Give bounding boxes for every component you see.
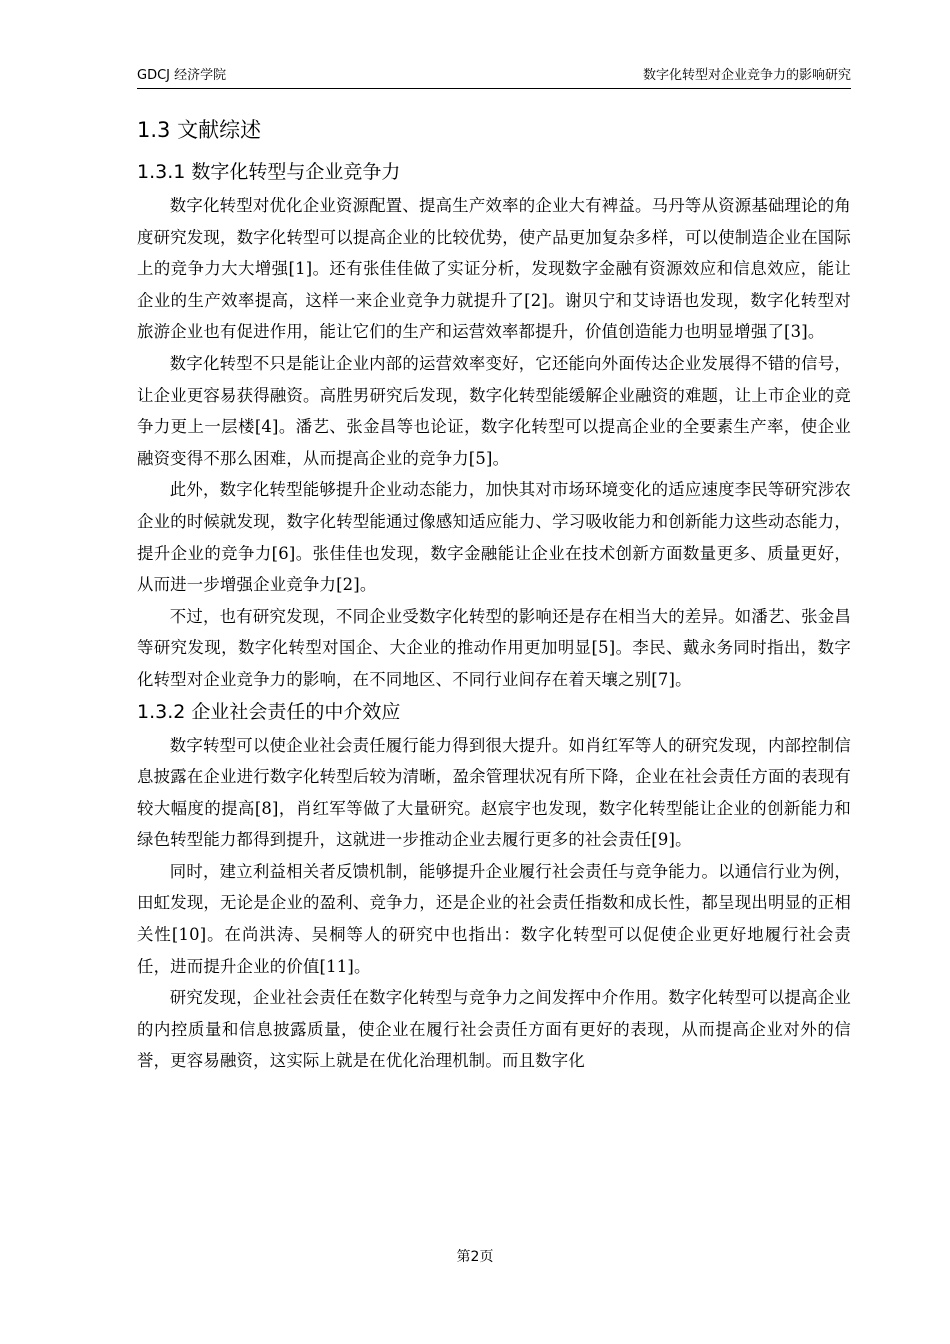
- header-institution: GDCJ 经济学院: [137, 68, 227, 83]
- running-header: [137, 66, 851, 89]
- paragraph: 数字化转型对优化企业资源配置、提高生产效率的企业大有裨益。马丹等从资源基础理论的角度研究发现，数字化转型可以提高企业的比较优势，使产品更加复杂多样，可以使制造企业在国际上的竞争力大大增强[1]。还有张佳佳做了实证分析，发现数字金融有资源效应和信息效应，能让企业的生产效率提高，这样一来企业竞争力就提升了[2]。谢贝宁和艾诗语也发现，数字化转型对旅游企业也有促进作用，能让它们的生产和运营效率都提升，价值创造能力也明显增强了[3]。: [137, 196, 851, 342]
- paragraph: 此外，数字化转型能够提升企业动态能力，加快其对市场环境变化的适应速度李民等研究涉农企业的时候就发现，数字化转型能通过像感知适应能力、学习吸收能力和创新能力这些动态能力，提升企业的竞争力[6]。张佳佳也发现，数字金融能让企业在技术创新方面数量更多、质量更好，从而进一步增强企业竞争力[2]。: [137, 480, 851, 595]
- paragraph: 数字转型可以使企业社会责任履行能力得到很大提升。如肖红军等人的研究发现，内部控制信息披露在企业进行数字化转型后较为清晰，盈余管理状况有所下降，企业在社会责任方面的表现有较大幅度的提高[8]，肖红军等做了大量研究。赵宸宇也发现，数字化转型能让企业的创新能力和绿色转型能力都得到提升，这就进一步推动企业去履行更多的社会责任[9]。: [137, 735, 851, 850]
- paragraph: 研究发现，企业社会责任在数字化转型与竞争力之间发挥中介作用。数字化转型可以提高企业的内控质量和信息披露质量，使企业在履行社会责任方面有更好的表现，从而提高企业对外的信誉，更容易融资，这实际上就是在优化治理机制。而且数字化: [137, 988, 851, 1071]
- body-content: [137, 112, 851, 1077]
- subsection-heading-1: 1.3.1 数字化转型与企业竞争力: [137, 161, 401, 183]
- paragraph: 数字化转型不只是能让企业内部的运营效率变好，它还能向外面传达企业发展得不错的信号，让企业更容易获得融资。高胜男研究后发现，数字化转型能缓解企业融资的难题，让上市企业的竞争力更上一层楼[4]。潘艺、张金昌等也论证，数字化转型可以提高企业的全要素生产率，使企业融资变得不那么困难，从而提高企业的竞争力[5]。: [137, 353, 851, 468]
- paragraph: 同时，建立利益相关者反馈机制，能够提升企业履行社会责任与竞争能力。以通信行业为例，田虹发现，无论是企业的盈利、竞争力，还是企业的社会责任指数和成长性，都呈现出明显的正相关性[10]。在尚洪涛、吴桐等人的研究中也指出：数字化转型可以促使企业更好地履行社会责任，进而提升企业的价值[11]。: [137, 861, 851, 976]
- page-number: 第2页: [456, 1249, 494, 1265]
- subsection-heading-2: 1.3.2 企业社会责任的中介效应: [137, 700, 401, 723]
- header-paper-title: 数字化转型对企业竞争力的影响研究: [642, 68, 851, 83]
- paragraph: 不过，也有研究发现，不同企业受数字化转型的影响还是存在相当大的差异。如潘艺、张金昌等研究发现，数字化转型对国企、大企业的推动作用更加明显[5]。李民、戴永务同时指出，数字化转型对企业竞争力的影响，在不同地区、不同行业间存在着天壤之别[7]。: [137, 606, 851, 689]
- section-heading: 1.3 文献综述: [137, 118, 262, 142]
